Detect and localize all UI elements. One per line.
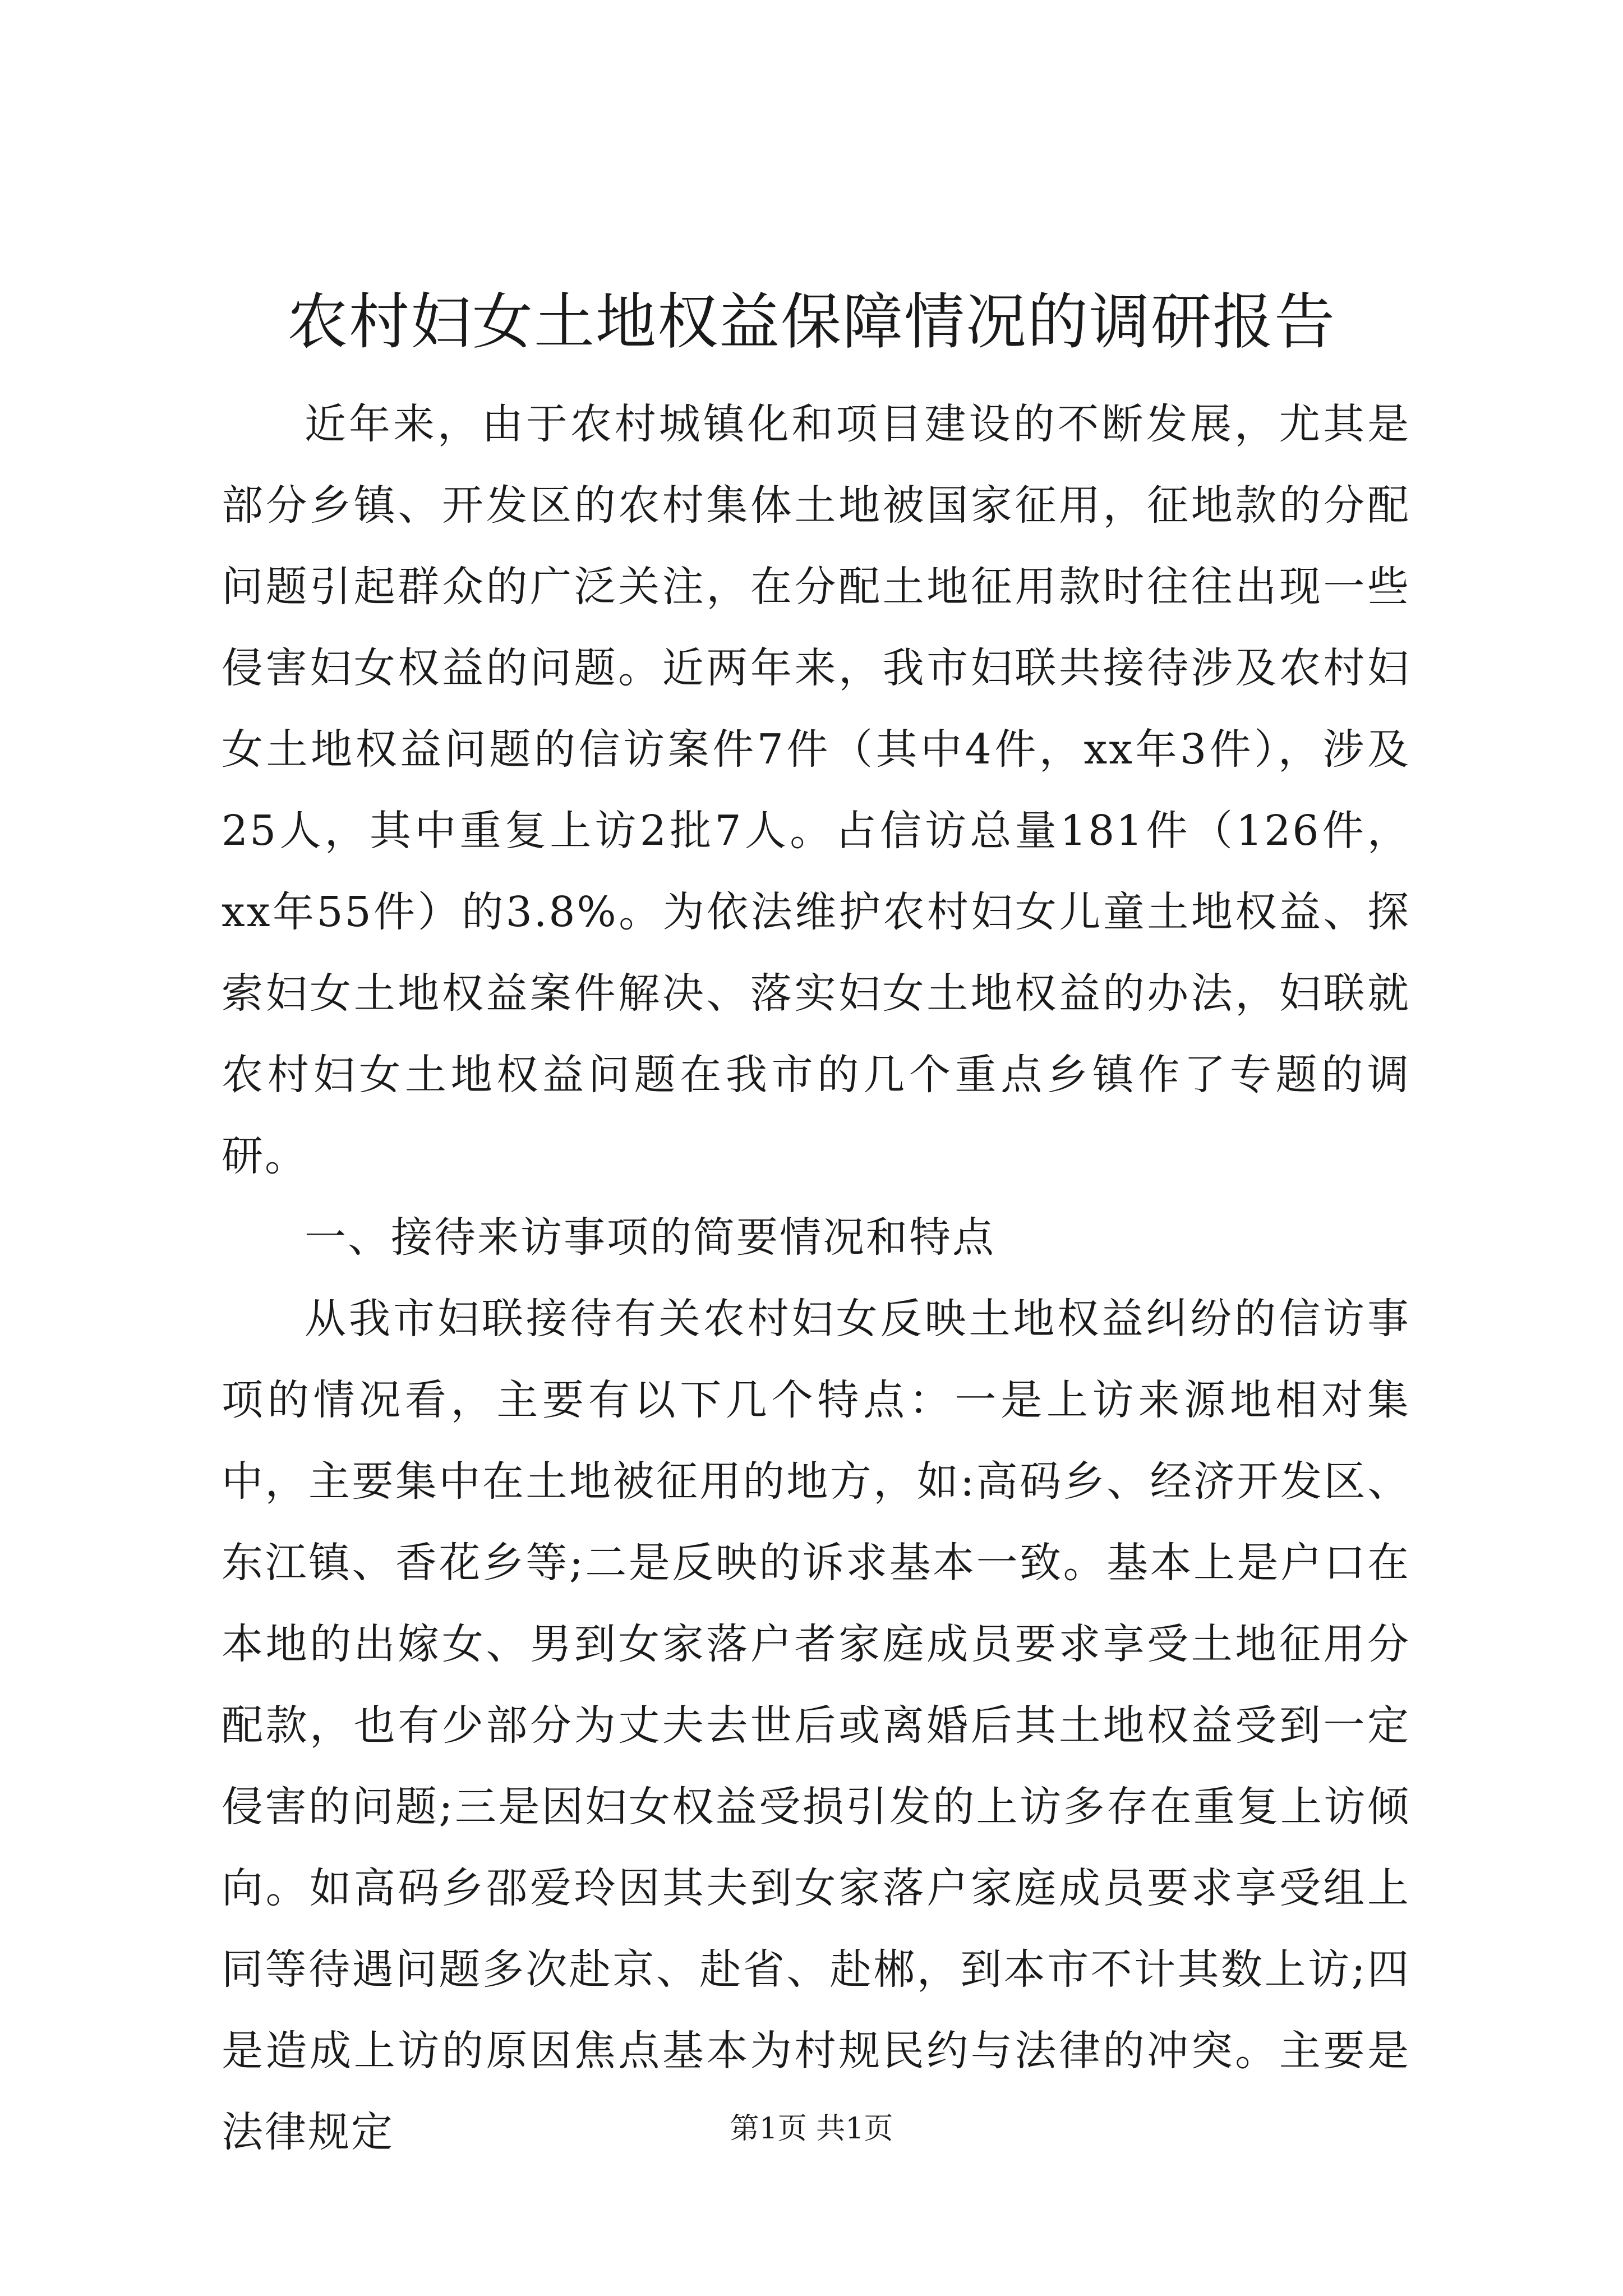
- section-heading: 一、接待来访事项的简要情况和特点: [305, 1213, 995, 1262]
- document-title: 农村妇女土地权益保障情况的调研报告: [287, 287, 1336, 357]
- page-footer: 第1页 共1页: [730, 2112, 893, 2146]
- paragraph-intro: 近年来，由于农村城镇化和项目建设的不断发展，尤其是部分乡镇、开发区的农村集体土地被国家征用，征地款的分配问题引起群众的广泛关注，在分配土地征用款时往往出现一些侵害妇女权益的问题。近两年来，我市妇联共接待涉及农村妇女土地权益问题的信访案件7件（其中4件，xx年3件），涉及25人，其中重复上访2批7人。占信访总量181件（126件，xx年55件）的3.8%。为依法维护农村妇女儿童土地权益、探索妇女土地权益案件解决、落实妇女土地权益的办法，妇联就农村妇女土地权益问题在我市的几个重点乡镇作了专题的调研。: [222, 400, 1410, 1180]
- paragraph-features: 从我市妇联接待有关农村妇女反映土地权益纠纷的信访事项的情况看，主要有以下几个特点：一是上访来源地相对集中，主要集中在土地被征用的地方，如:高码乡、经济开发区、东江镇、香花乡等;二是反映的诉求基本一致。基本上是户口在本地的出嫁女、男到女家落户者家庭成员要求享受土地征用分配款，也有少部分为丈夫去世后或离婚后其土地权益受到一定侵害的问题;三是因妇女权益受损引发的上访多存在重复上访倾向。如高码乡邵爱玲因其夫到女家落户家庭成员要求享受组上同等待遇问题多次赴京、赴省、赴郴，到本市不计其数上访;四是造成上访的原因焦点基本为村规民约与法律的冲突。主要是法律规定: [222, 1295, 1410, 2156]
- document-body: [222, 384, 1410, 2173]
